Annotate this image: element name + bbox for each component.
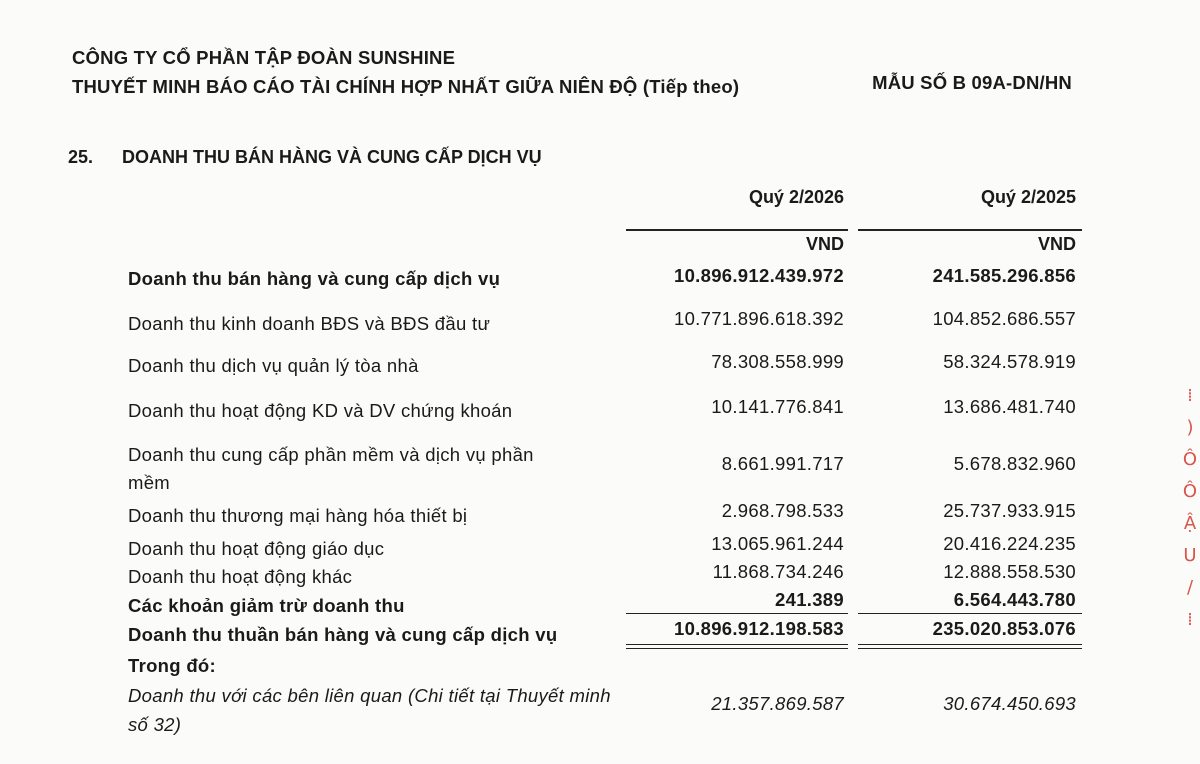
column-unit-2: VND [1037,234,1076,254]
total-double-rule [858,644,1082,645]
value-gross-revenue-2026: 10.896.912.439.972 [673,265,844,286]
subtotal-rule [858,613,1082,614]
value-other-2026: 11.868.734.246 [712,561,844,582]
value-securities-2026: 10.141.776.841 [711,396,844,417]
value-deductions-2025: 6.564.443.780 [953,589,1076,610]
row-label-equipment-trading: Doanh thu thương mại hàng hóa thiết bị [128,505,468,526]
column-header-period-2: Quý 2/2025 [980,187,1076,207]
value-net-revenue-2026: 10.896.912.198.583 [673,618,844,639]
row-label-securities: Doanh thu hoạt động KD và DV chứng khoán [128,400,513,421]
value-gross-revenue-2025: 241.585.296.856 [932,265,1076,286]
value-building-management-2025: 58.324.578.919 [943,351,1076,372]
value-building-management-2026: 78.308.558.999 [711,351,844,372]
value-net-revenue-2025: 235.020.853.076 [932,618,1076,639]
value-related-parties-2026: 21.357.869.587 [711,693,844,714]
value-securities-2025: 13.686.481.740 [943,396,1076,417]
row-label-gross-revenue: Doanh thu bán hàng và cung cấp dịch vụ [128,268,501,289]
value-real-estate-2026: 10.771.896.618.392 [673,308,844,329]
value-software-2025: 5.678.832.960 [953,453,1076,474]
value-equipment-trading-2026: 2.968.798.533 [721,500,844,521]
value-equipment-trading-2025: 25.737.933.915 [943,500,1076,521]
column-header-period-1: Quý 2/2026 [748,187,844,207]
report-subtitle: THUYẾT MINH BÁO CÁO TÀI CHÍNH HỢP NHẤT GIỮA NIÊN ĐỘ (Tiếp theo) [72,76,740,97]
row-label-software: Doanh thu cung cấp phần mềm và dịch vụ phần mềm [128,444,534,493]
row-label-net-revenue: Doanh thu thuần bán hàng và cung cấp dịch vụ [128,624,558,645]
form-number: MẪU SỐ B 09A-DN/HN [872,72,1072,93]
company-name: CÔNG TY CỔ PHẦN TẬP ĐOÀN SUNSHINE [72,47,456,68]
section-title: DOANH THU BÁN HÀNG VÀ CUNG CẤP DỊCH VỤ [122,147,542,167]
section-number: 25. [68,147,94,167]
value-other-2025: 12.888.558.530 [943,561,1076,582]
row-label-other: Doanh thu hoạt động khác [128,566,353,587]
total-double-rule [626,644,848,645]
value-deductions-2026: 241.389 [775,589,844,610]
total-double-rule [626,648,848,649]
header-rule [626,229,848,231]
row-label-education: Doanh thu hoạt động giáo dục [128,538,385,559]
value-software-2026: 8.661.991.717 [721,453,844,474]
row-label-real-estate: Doanh thu kinh doanh BĐS và BĐS đầu tư [128,313,491,334]
column-unit-1: VND [805,234,844,254]
row-label-building-management: Doanh thu dịch vụ quản lý tòa nhà [128,355,419,376]
value-education-2025: 20.416.224.235 [943,533,1076,554]
value-real-estate-2025: 104.852.686.557 [932,308,1076,329]
total-double-rule [858,648,1082,649]
row-label-related-parties: Doanh thu với các bên liên quan (Chi tiết tại Thuyết minh số 32) [128,685,611,735]
row-label-of-which: Trong đó: [128,655,216,676]
row-label-deductions: Các khoản giảm trừ doanh thu [128,595,405,616]
header-rule [858,229,1082,231]
value-education-2026: 13.065.961.244 [711,533,844,554]
value-related-parties-2025: 30.674.450.693 [943,693,1076,714]
red-seal-stamp: ⁞ ) Ô Ô Ậ U / ⁞ [1182,385,1198,630]
subtotal-rule [626,613,848,614]
